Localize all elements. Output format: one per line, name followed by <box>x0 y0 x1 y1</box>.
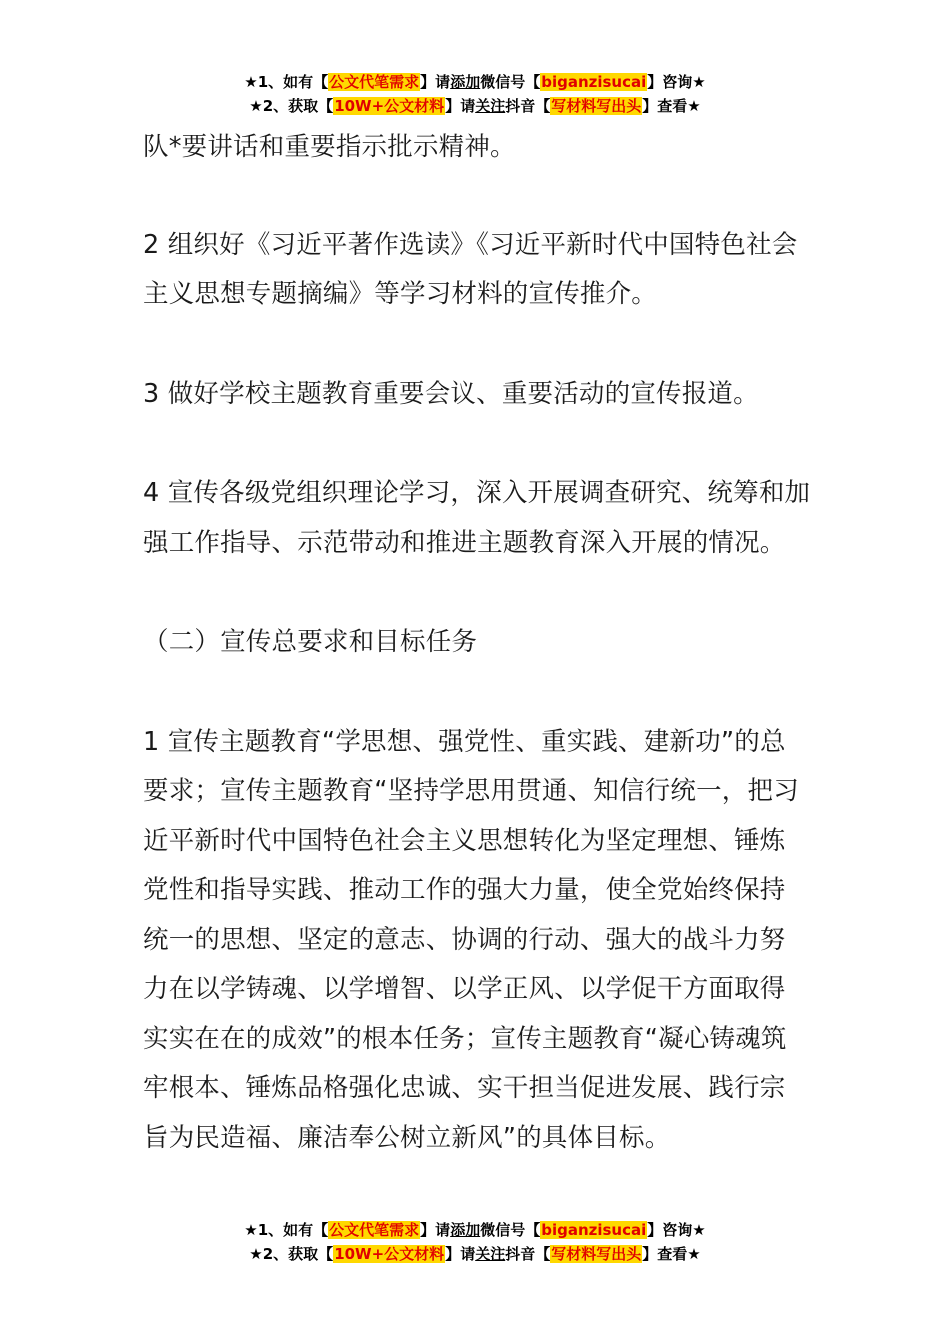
banner-text: 微信号【 <box>480 73 541 91</box>
highlight-wechat-id: biganzisucai <box>541 73 647 91</box>
highlight-douyin-id: 写材料写出头 <box>551 1245 642 1263</box>
underlined-text: 添加 <box>450 1221 481 1239</box>
banner-text: ★2、获取【 <box>249 1245 334 1263</box>
highlight-wechat-id: biganzisucai <box>541 1221 647 1239</box>
banner-line-1 <box>0 70 950 94</box>
banner-line-2 <box>0 1242 950 1266</box>
underlined-text: 关注 <box>475 1245 506 1263</box>
banner-text: 】查看★ <box>642 1245 701 1263</box>
underlined-text: 关注 <box>475 97 506 115</box>
highlight-douyin-id: 写材料写出头 <box>551 97 642 115</box>
paragraph-item-2: 2 组织好《习近平著作选读》《习近平新时代中国特色社会主义思想专题摘编》等学习材料的宣传推介。 <box>143 229 798 309</box>
banner-text: ★1、如有【 <box>244 1221 329 1239</box>
banner-text: 】查看★ <box>642 97 701 115</box>
banner-line-1 <box>0 1218 950 1242</box>
banner-text: ★1、如有【 <box>244 73 329 91</box>
highlight-service: 公文代笔需求 <box>329 1221 420 1239</box>
banner-line-2 <box>0 94 950 118</box>
banner-text: 】请 <box>445 1245 476 1263</box>
highlight-service: 公文代笔需求 <box>329 73 420 91</box>
underlined-text: 添加 <box>450 73 481 91</box>
banner-text: 抖音【 <box>505 97 551 115</box>
footer-banner <box>0 1218 950 1266</box>
paragraph-item-3: 3 做好学校主题教育重要会议、重要活动的宣传报道。 <box>143 378 759 409</box>
section-heading: （二）宣传总要求和目标任务 <box>143 627 478 657</box>
document-body <box>143 123 811 1213</box>
banner-text: 抖音【 <box>505 1245 551 1263</box>
banner-text: 】请 <box>445 97 476 115</box>
banner-text: ★2、获取【 <box>249 97 334 115</box>
banner-text: 】咨询★ <box>647 73 706 91</box>
banner-text: 】咨询★ <box>647 1221 706 1239</box>
highlight-materials: 10W+公文材料 <box>334 97 445 115</box>
paragraph-item-4: 4 宣传各级党组织理论学习，深入开展调查研究、统筹和加强工作指导、示范带动和推进主题教育深入开展的情况。 <box>143 478 811 558</box>
banner-text: 微信号【 <box>480 1221 541 1239</box>
paragraph-continuation: 队*要讲话和重要指示批示精神。 <box>143 132 516 162</box>
header-banner <box>0 70 950 118</box>
paragraph-item-1: 1 宣传主题教育“学思想、强党性、重实践、建新功”的总要求；宣传主题教育“坚持学思用贯通、知信行统一，把习近平新时代中国特色社会主义思想转化为坚定理想、锤炼党性和指导实践、推动工作的强大力量，使全党始终保持统一的思想、坚定的意志、协调的行动、强大的战斗力努力在以学铸魂、以学增智、以学正风、以学促干方面取得实实在在的成效”的根本任务；宣传主题教育“凝心铸魂筑牢根本、锤炼品格强化忠诚、实干担当促进发展、践行宗旨为民造福、廉洁奉公树立新风”的具体目标。 <box>143 726 799 1153</box>
banner-text: 】请 <box>420 1221 451 1239</box>
highlight-materials: 10W+公文材料 <box>334 1245 445 1263</box>
banner-text: 】请 <box>420 73 451 91</box>
